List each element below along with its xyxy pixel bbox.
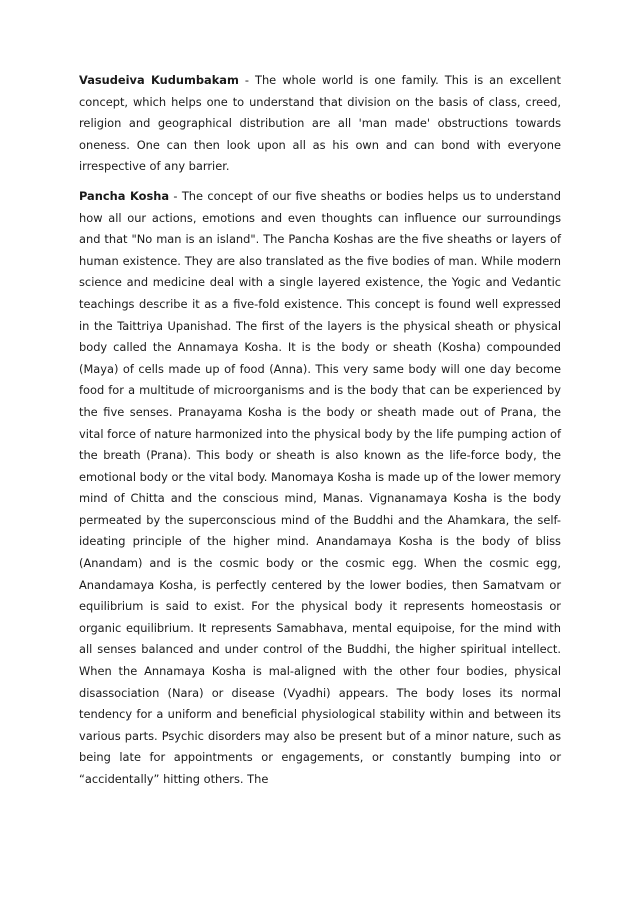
paragraph-vasudeiva-kudumbakam [79,70,561,178]
paragraph-pancha-kosha [79,186,561,791]
document-page [79,70,561,799]
paragraph-text: - The concept of our five sheaths or bodies helps us to understand how all our actions, emotions and even thoughts can influence our surroundings and that "No man is an island". The Pancha Koshas are the five sheaths or layers of human existence. They are also translated as the five bodies of man. While modern science and medicine deal with a single layered existence, the Yogic and Vedantic teachings describe it as a five-fold existence. This concept is found well expressed in the Taittriya Upanishad. The first of the layers is the physical sheath or physical body called the Annamaya Kosha. It is the body or sheath (Kosha) compounded (Maya) of cells made up of food (Anna). This very same body will one day become food for a multitude of microorganisms and is the body that can be experienced by the five senses. Pranayama Kosha is the body or sheath made out of Prana, the vital force of nature harmonized into the physical body by the life pumping action of the breath (Prana). This body or sheath is also known as the life-force body, the emotional body or the vital body. Manomaya Kosha is made up of the lower memory mind of Chitta and the conscious mind, Manas. Vignanamaya Kosha is the body permeated by the superconscious mind of the Buddhi and the Ahamkara, the self-ideating principle of the higher mind. Anandamaya Kosha is the body of bliss (Anandam) and is the cosmic body or the cosmic egg. When the cosmic egg, Anandamaya Kosha, is perfectly centered by the lower bodies, then Samatvam or equilibrium is said to exist. For the physical body it represents homeostasis or organic equilibrium. It represents Samabhava, mental equipoise, for the mind with all senses balanced and under control of the Buddhi, the higher spiritual intellect. When the Annamaya Kosha is mal-aligned with the other four bodies, physical disassociation (Nara) or disease (Vyadhi) appears. The body loses its normal tendency for a uniform and beneficial physiological stability within and between its various parts. Psychic disorders may also be present but of a minor nature, such as being late for appointments or engagements, or constantly bumping into or “accidentally” hitting others. The [79,188,561,786]
term-vasudeiva-kudumbakam: Vasudeiva Kudumbakam [79,73,239,87]
term-pancha-kosha: Pancha Kosha [79,188,170,203]
paragraph-text: - The whole world is one family. This is an excellent concept, which helps one to understand that division on the basis of class, creed, religion and geographical distribution are all 'man made' obstructions towards oneness. One can then look upon all as his own and can bond with everyone irrespective of any barrier. [79,73,561,174]
